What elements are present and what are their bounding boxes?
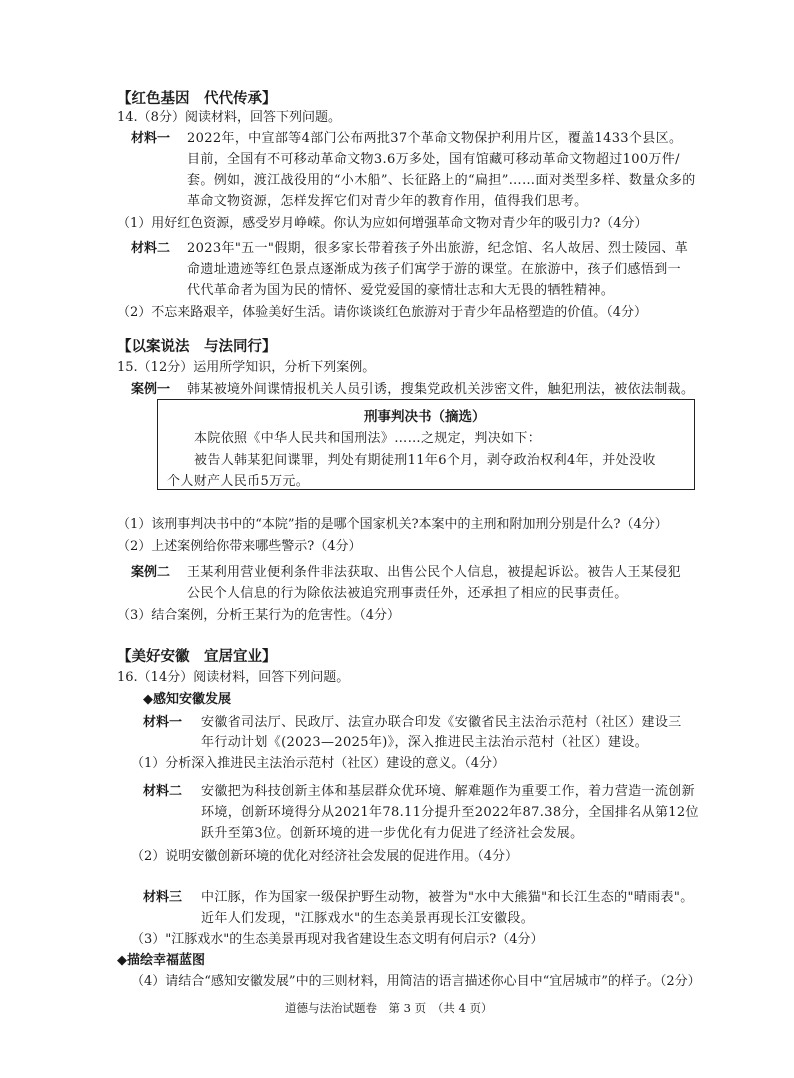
judgment-box-title: 刑事判决书（摘选） xyxy=(364,409,486,425)
q14-question-1: （1）用好红色资源，感受岁月峥嵘。你认为应如何增强革命文物对青少年的吸引力?（4分） xyxy=(117,216,648,231)
q16-material3-line: 中江豚，作为国家一级保护野生动物，被誉为"水中大熊猫"和长江生态的"晴雨表"。 xyxy=(201,890,694,905)
q15-case1-label: 案例一 xyxy=(131,382,171,397)
q16-question-4: （4）请结合“感知安徽发展”中的三则材料，用简洁的语言描述你心目中“宜居城市”的样子。（2分） xyxy=(131,974,701,989)
q16-material1-line: 年行动计划《(2023—2025年)》，深入推进民主法治示范村（社区）建设。 xyxy=(201,735,649,750)
q14-material2-line: 2023年"五一"假期，很多家长带着孩子外出旅游，纪念馆、名人故居、烈士陵园、革 xyxy=(187,241,689,256)
page-footer: 道德与法治试题卷 第 3 页 （共 4 页） xyxy=(285,1001,493,1015)
q14-material2-line: 命遗址遗迹等红色景点逐渐成为孩子们寓学于游的课堂。在旅游中，孩子们感悟到一 xyxy=(187,262,681,277)
q15-stem: 15.（12分）运用所学知识，分析下列案例。 xyxy=(117,360,376,375)
q16-material2-label: 材料二 xyxy=(143,784,183,799)
q15-question-3: （3）结合案例，分析王某行为的危害性。（4分） xyxy=(117,608,401,623)
q15-case2-line: 王某利用营业便利条件非法获取、出售公民个人信息，被提起诉讼。被告人王某侵犯 xyxy=(187,565,681,580)
section-title-red-gene: 【红色基因 代代传承】 xyxy=(117,91,277,107)
judgment-box-line: 个人财产人民币5万元。 xyxy=(167,474,310,489)
q14-question-2: （2）不忘来路艰辛，体验美好生活。请你谈谈红色旅游对于青少年品格塑造的价值。（4分） xyxy=(117,305,648,320)
q16-material2-line: 安徽把为科技创新主体和基层群众优环境、解难题作为重要工作，着力营造一流创新 xyxy=(201,784,695,799)
q16-question-2: （2）说明安徽创新环境的优化对经济社会发展的促进作用。（4分） xyxy=(131,849,519,864)
q15-case1-text: 韩某被境外间谍情报机关人员引诱，搜集党政机关涉密文件，触犯刑法，被依法制裁。 xyxy=(187,382,695,397)
q16-stem: 16.（14分）阅读材料，回答下列问题。 xyxy=(117,670,350,685)
q15-case2-label: 案例二 xyxy=(131,565,171,580)
q16-material1-line: 安徽省司法厅、民政厅、法宣办联合印发《安徽省民主法治示范村（社区）建设三 xyxy=(201,715,682,730)
q16-subsection-blueprint: ◆描绘幸福蓝图 xyxy=(117,953,205,968)
q16-subsection-perceive: ◆感知安徽发展 xyxy=(143,692,231,707)
q14-stem: 14.（8分）阅读材料，回答下列问题。 xyxy=(117,110,341,125)
q14-material2-line: 代代革命者为国为民的情怀、爱党爱国的豪情壮志和大无畏的牺牲精神。 xyxy=(187,283,615,298)
q16-question-1: （1）分析深入推进民主法治示范村（社区）建设的意义。（4分） xyxy=(131,756,506,771)
section-title-case-law: 【以案说法 与法同行】 xyxy=(117,339,277,355)
q16-material3-line: 近年人们发现，"江豚戏水"的生态美景再现长江安徽段。 xyxy=(201,911,535,926)
q16-material2-line: 环境，创新环境得分从2021年78.11分提升至2022年87.38分，全国排名从第12位 xyxy=(201,805,699,820)
section-title-beautiful-anhui: 【美好安徽 宜居宜业】 xyxy=(117,649,277,665)
judgment-box-line: 本院依照《中华人民共和国刑法》……之规定，判决如下： xyxy=(194,431,542,446)
q16-material3-label: 材料三 xyxy=(143,890,183,905)
q16-material1-label: 材料一 xyxy=(143,715,183,730)
q14-material1-line: 革命文物资源，怎样发挥它们对青少年的教育作用，值得我们思考。 xyxy=(187,194,588,209)
q14-material1-line: 2022年，中宣部等4部门公布两批37个革命文物保护利用片区，覆盖1433个县区。 xyxy=(187,131,683,146)
q14-material2-label: 材料二 xyxy=(131,241,171,256)
q16-material2-line: 跃升至第3位。创新环境的进一步优化有力促进了经济社会发展。 xyxy=(201,826,584,841)
q15-question-2: （2）上述案例给你带来哪些警示?（4分） xyxy=(117,539,362,554)
q16-question-3: （3）"江豚戏水"的生态美景再现对我省建设生态文明有何启示?（4分） xyxy=(131,932,544,947)
q15-case2-line: 公民个人信息的行为除依法被追究刑事责任外，还承担了相应的民事责任。 xyxy=(187,586,628,601)
q14-material1-line: 套。例如，渡江战役用的“小木船”、长征路上的“扁担”……面对类型多样、数量众多的 xyxy=(187,173,696,188)
q14-material1-label: 材料一 xyxy=(131,131,171,146)
judgment-box-line: 被告人韩某犯间谍罪，判处有期徒刑11年6个月，剥夺政治权利4年，并处没收 xyxy=(194,453,656,468)
q14-material1-line: 目前，全国有不可移动革命文物3.6万多处，国有馆藏可移动革命文物超过100万件/ xyxy=(187,152,680,167)
q15-question-1: （1）该刑事判决书中的“本院”指的是哪个国家机关?本案中的主刑和附加刑分别是什么?（4分） xyxy=(117,517,668,532)
